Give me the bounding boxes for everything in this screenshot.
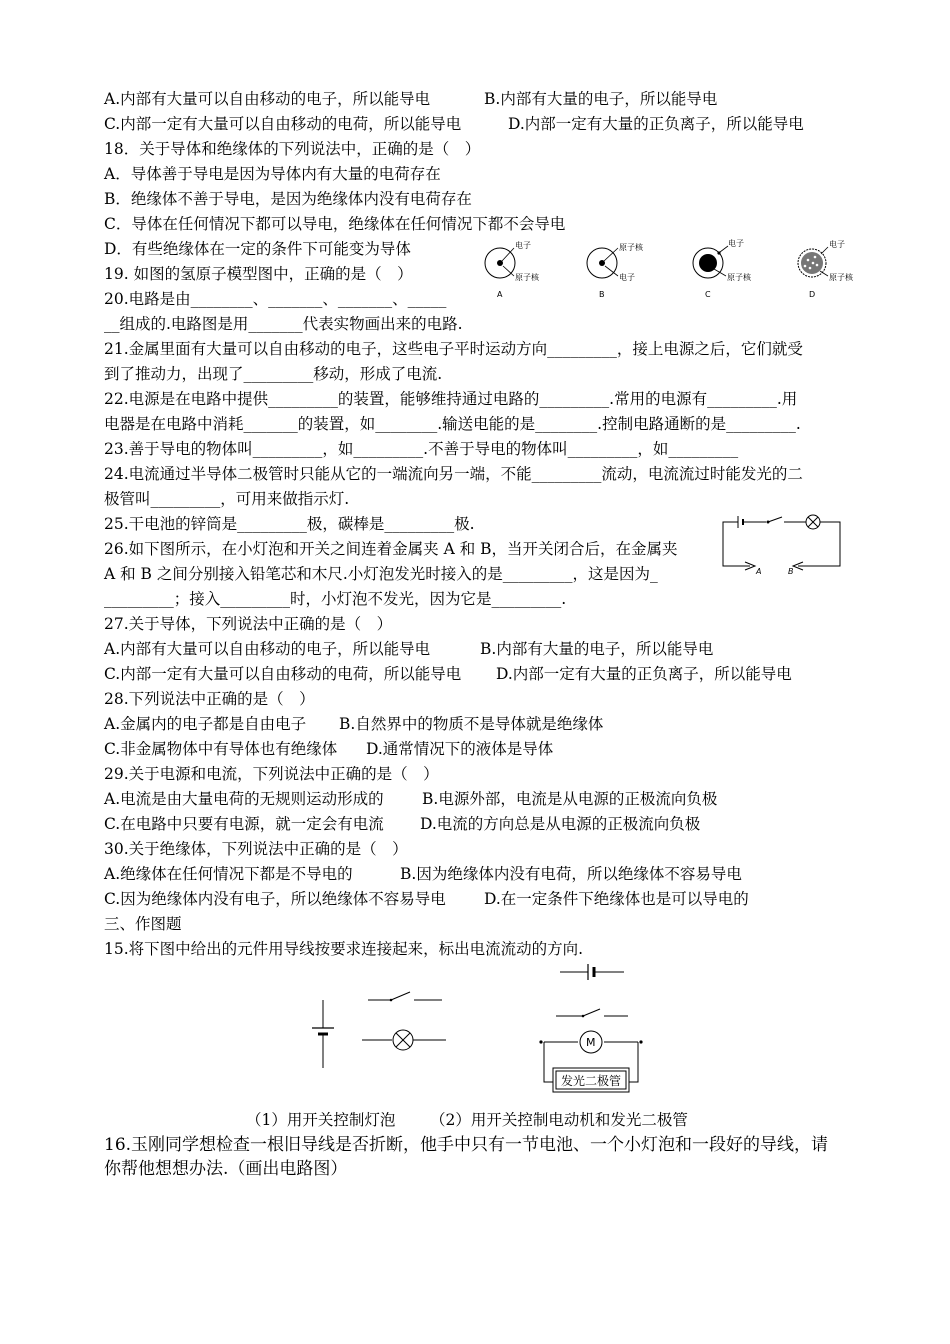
- question-28: 28.下列说法中正确的是（ ）: [104, 690, 315, 708]
- atom-c-electron-label: 电子: [728, 239, 744, 248]
- question-18: 18．关于导体和绝缘体的下列说法中，正确的是（ ）: [104, 140, 481, 158]
- question-15: 15.将下图中给出的元件用导线按要求连接起来，标出电流流动的方向.: [104, 940, 584, 958]
- motor-icon: [580, 1031, 602, 1053]
- components-fig-1: [310, 990, 450, 1070]
- section-heading-drawing: 三、作图题: [104, 915, 182, 933]
- circuit-26: [718, 512, 848, 574]
- question-16: 16.玉刚同学想检查一根旧导线是否折断，他手中只有一节电池、一个小灯泡和一段好的导线，请: [104, 1135, 829, 1155]
- clip-b-label: B: [788, 567, 794, 576]
- atom-d-electron-label: 电子: [829, 240, 845, 249]
- atom-c: [693, 238, 752, 299]
- q18-option-a: A．导体善于导电是因为导体内有大量的电荷存在: [104, 165, 441, 183]
- led-icon: [553, 1068, 629, 1092]
- caption-1: （1）用开关控制灯泡: [246, 1111, 396, 1129]
- q29-option-b: B.电源外部，电流是从电源的正极流向负极: [422, 790, 718, 808]
- q27-option-d: D.内部一定有大量的正负离子，所以能导电: [496, 665, 792, 683]
- question-26: 26.如下图所示，在小灯泡和开关之间连着金属夹 A 和 B，当开关闭合后，在金属夹: [104, 540, 678, 558]
- atom-b-option: B: [599, 290, 605, 299]
- option-b: B.内部有大量的电子，所以能导电: [484, 90, 718, 108]
- atom-a: [485, 240, 540, 299]
- led-label: 发光二极管: [560, 1074, 622, 1088]
- question-22-cont: 电器是在电路中消耗_______的装置，如________.输送电能的是________.控制电路通断的是_________.: [104, 415, 801, 433]
- atom-c-option: C: [705, 290, 711, 299]
- atom-a-option: A: [497, 290, 503, 299]
- q27-option-c: C.内部一定有大量可以自由移动的电荷，所以能导电: [104, 665, 462, 683]
- atom-a-electron-label: 电子: [515, 241, 531, 250]
- atom-b-electron-label: 电子: [619, 273, 635, 282]
- q30-option-d: D.在一定条件下绝缘体也是可以导电的: [484, 890, 749, 908]
- question-24-cont: 极管叫_________，可用来做指示灯.: [104, 490, 350, 508]
- atom-c-nucleus-label: 原子核: [727, 273, 751, 282]
- switch-icon: [368, 992, 442, 1001]
- q30-option-b: B.因为绝缘体内没有电荷，所以绝缘体不容易导电: [400, 865, 742, 883]
- q27-option-a: A.内部有大量可以自由移动的电子，所以能导电: [104, 640, 431, 658]
- q18-option-c: C．导体在任何情况下都可以导电，绝缘体在任何情况下都不会导电: [104, 215, 566, 233]
- q29-option-c: C.在电路中只要有电源，就一定会有电流: [104, 815, 384, 833]
- q29-option-a: A.电流是由大量电荷的无规则运动形成的: [104, 790, 384, 808]
- q27-option-b: B.内部有大量的电子，所以能导电: [480, 640, 714, 658]
- lamp-icon: [362, 1030, 446, 1050]
- question-29: 29.关于电源和电流，下列说法中正确的是（ ）: [104, 765, 439, 783]
- q29-option-d: D.电流的方向总是从电源的正极流向负极: [420, 815, 701, 833]
- question-22: 22.电源是在电路中提供_________的装置，能够维持通过电路的_________.常用的电源有_________.用: [104, 390, 798, 408]
- question-20: 20.电路是由________、_______、_______、_____: [104, 290, 447, 308]
- question-23: 23.善于导电的物体叫_________，如_________.不善于导电的物体叫_________，如_________: [104, 440, 739, 458]
- atom-b-nucleus-label: 原子核: [619, 243, 643, 252]
- question-25: 25.干电池的锌筒是_________极，碳棒是_________极.: [104, 515, 475, 533]
- motor-symbol: M: [586, 1036, 596, 1049]
- atom-d-option: D: [809, 290, 816, 299]
- question-27: 27.关于导体，下列说法中正确的是（ ）: [104, 615, 393, 633]
- q30-option-a: A.绝缘体在任何情况下都是不导电的: [104, 865, 353, 883]
- question-26-cont: A 和 B 之间分别接入铅笔芯和木尺.小灯泡发光时接入的是_________，这是因为_: [104, 565, 658, 583]
- components-fig-2: [538, 958, 648, 1093]
- q28-option-c: C.非金属物体中有导体也有绝缘体: [104, 740, 338, 758]
- option-c: C.内部一定有大量可以自由移动的电荷，所以能导电: [104, 115, 462, 133]
- atom-d-nucleus-label: 原子核: [829, 273, 853, 282]
- battery-icon: [312, 1000, 334, 1068]
- atom-b: [587, 242, 644, 299]
- clip-a-label: A: [756, 567, 762, 576]
- motor-led-parallel: [539, 1031, 642, 1092]
- q18-option-d: D．有些绝缘体在一定的条件下可能变为导体: [104, 240, 411, 258]
- battery-icon: [560, 964, 624, 980]
- question-21-cont: 到了推动力，出现了_________移动，形成了电流.: [104, 365, 443, 383]
- lamp-icon: [806, 515, 820, 529]
- question-16-cont: 你帮他想想办法.（画出电路图）: [104, 1159, 348, 1179]
- q30-option-c: C.因为绝缘体内没有电子，所以绝缘体不容易导电: [104, 890, 446, 908]
- q28-option-a: A.金属内的电子都是自由电子: [104, 715, 307, 733]
- q28-option-d: D.通常情况下的液体是导体: [366, 740, 554, 758]
- caption-2: （2）用开关控制电动机和发光二极管: [430, 1111, 688, 1129]
- option-d: D.内部一定有大量的正负离子，所以能导电: [508, 115, 804, 133]
- question-26-cont2: _________；接入_________时，小灯泡不发光，因为它是_________.: [104, 590, 567, 608]
- atom-d: [798, 239, 854, 299]
- atom-a-nucleus-label: 原子核: [515, 273, 539, 282]
- switch-icon: [556, 1009, 628, 1017]
- q28-option-b: B.自然界中的物质不是导体就是绝缘体: [339, 715, 604, 733]
- switch-lever: [768, 517, 782, 522]
- option-a: A.内部有大量可以自由移动的电子，所以能导电: [104, 90, 431, 108]
- question-30: 30.关于绝缘体，下列说法中正确的是（ ）: [104, 840, 408, 858]
- question-21: 21.金属里面有大量可以自由移动的电子，这些电子平时运动方向_________，接上电源之后，它们就受: [104, 340, 803, 358]
- question-19: 19. 如图的氢原子模型图中，正确的是（ ）: [104, 265, 413, 283]
- atom-figures: [470, 236, 870, 299]
- question-24: 24.电流通过半导体二极管时只能从它的一端流向另一端，不能_________流动，电流流过时能发光的二: [104, 465, 803, 483]
- question-20-cont: __组成的.电路图是用_______代表实物画出来的电路.: [104, 315, 463, 333]
- q18-option-b: B．绝缘体不善于导电，是因为绝缘体内没有电荷存在: [104, 190, 472, 208]
